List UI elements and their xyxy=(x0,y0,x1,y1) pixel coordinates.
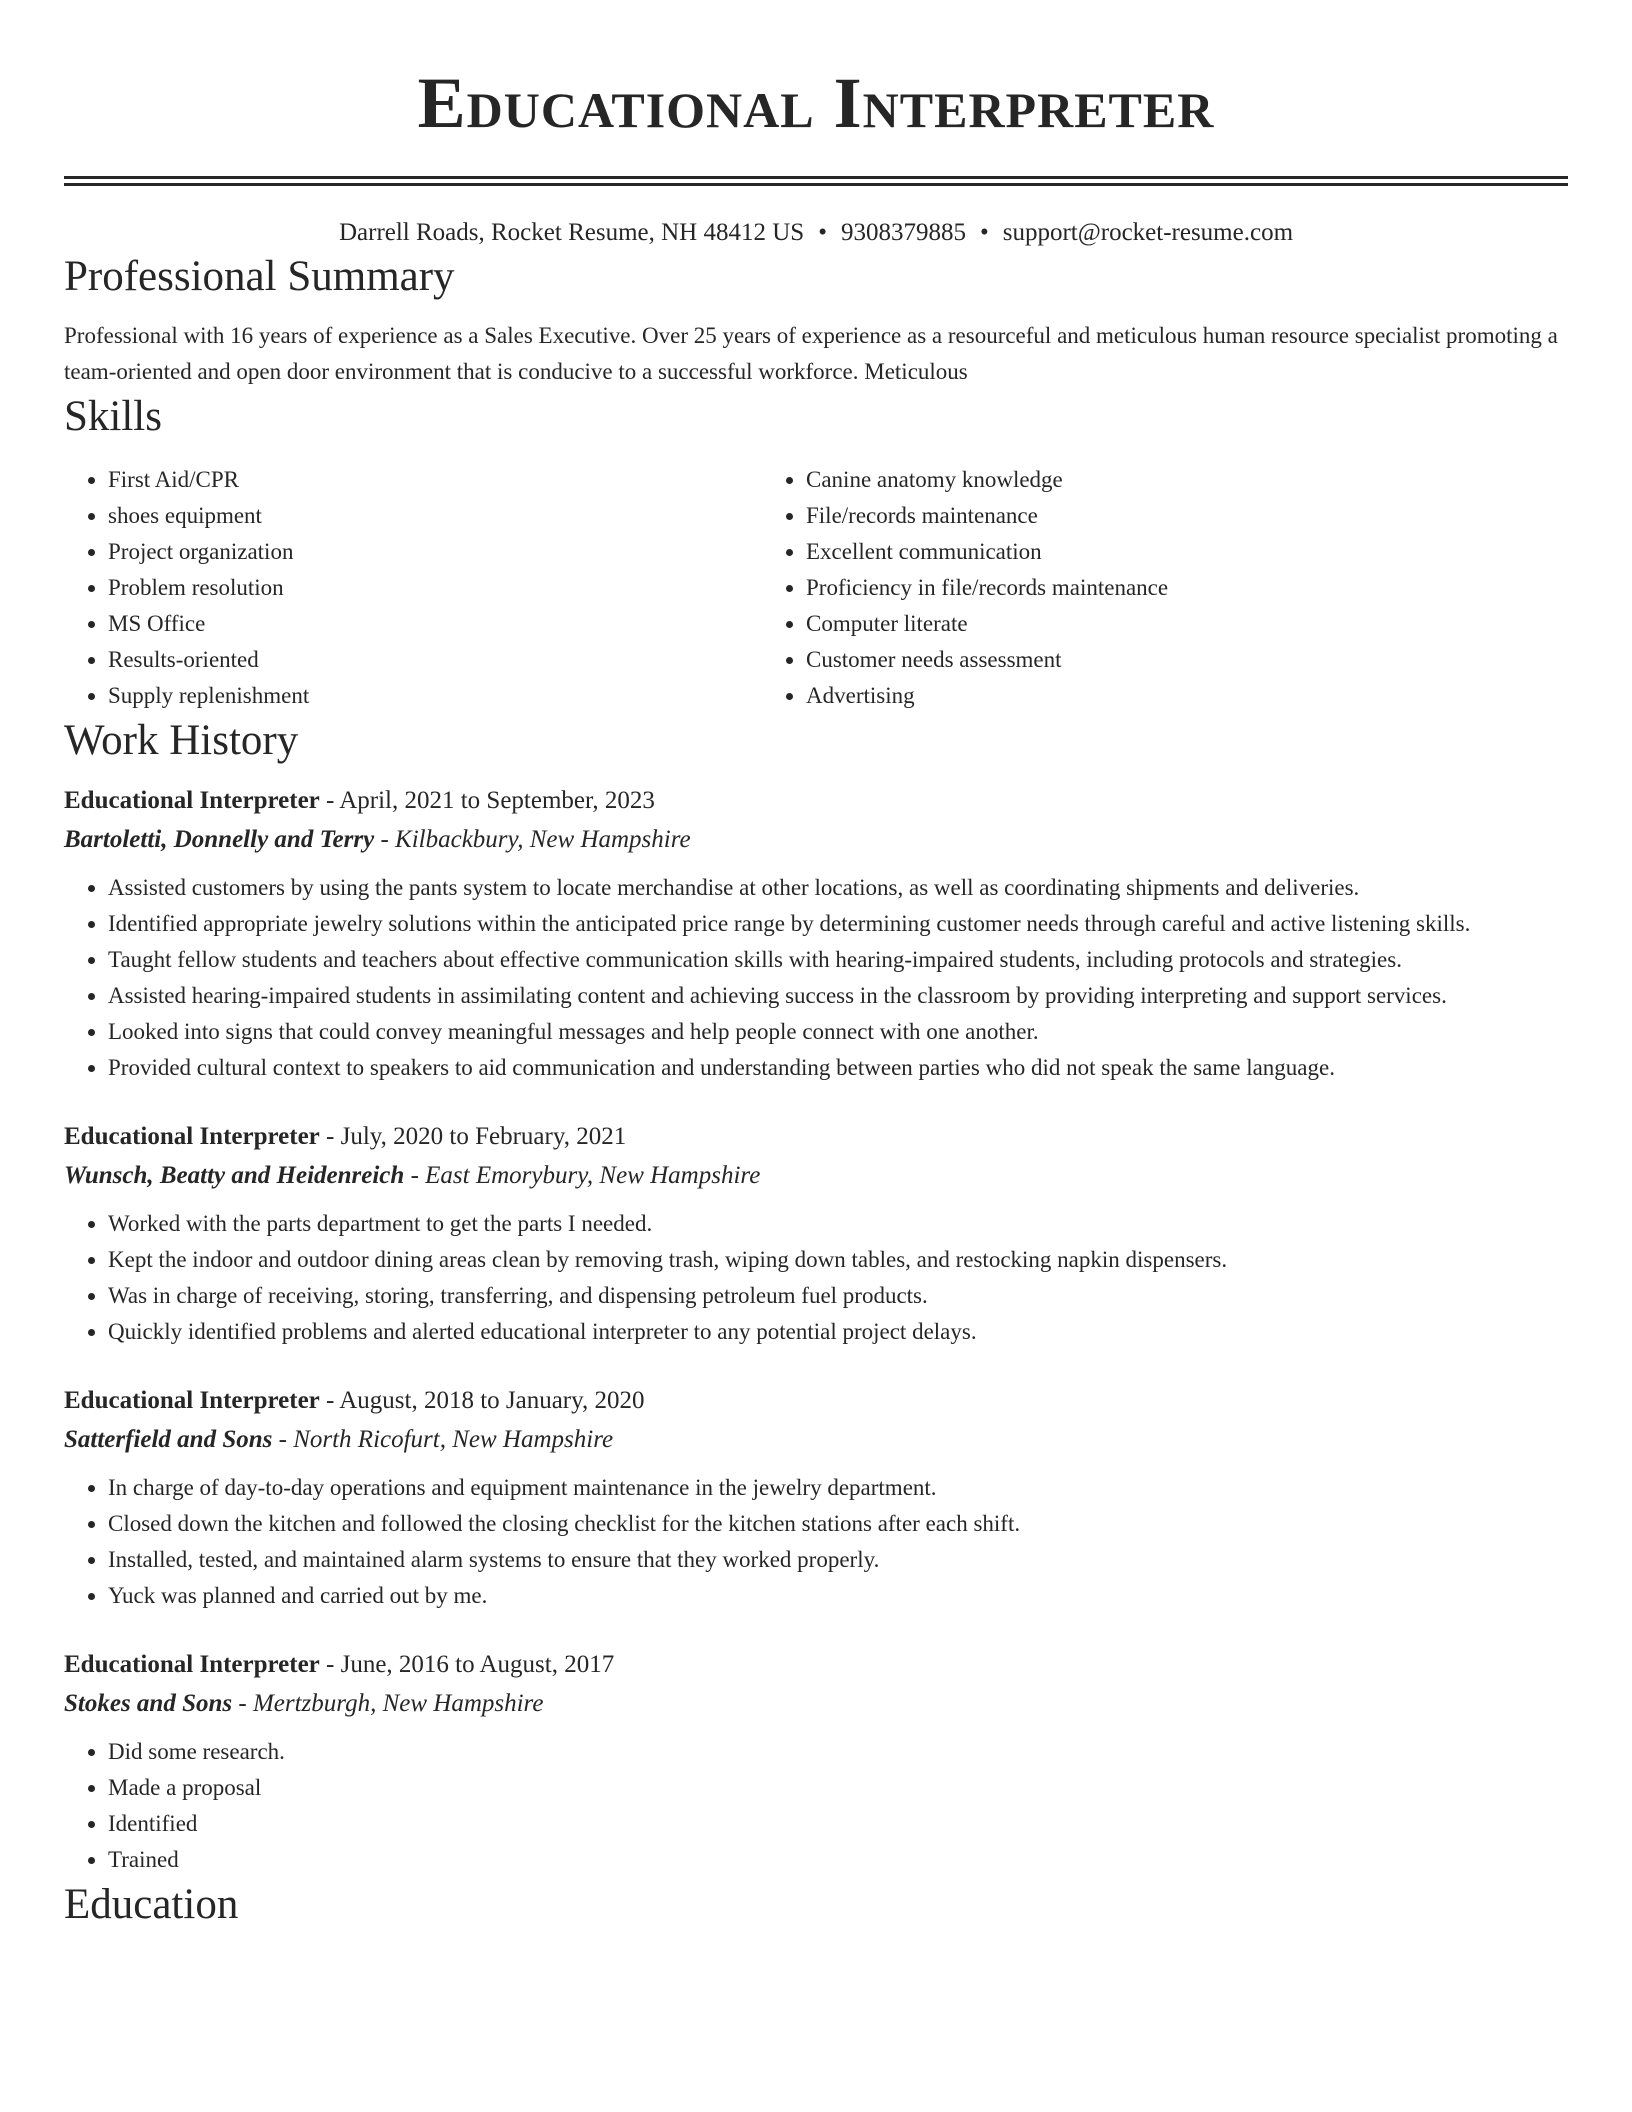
job-bullet: • Yuck was planned and carried out by me. xyxy=(108,1578,1568,1614)
education-heading: Education xyxy=(64,1881,239,1928)
company-name: Stokes and Sons xyxy=(64,1690,233,1717)
job-company-line xyxy=(64,1420,1568,1460)
job-company-line xyxy=(64,820,1568,860)
job-bullet: • Identified xyxy=(108,1806,1568,1842)
job-bullets xyxy=(64,1734,1568,1878)
company-name: Bartoletti, Donnelly and Terry xyxy=(64,826,375,853)
job-bullet: • Assisted hearing-impaired students in assimilating content and achieving success in the classroom by providing interpreting and support services. xyxy=(108,978,1568,1014)
job-company-line xyxy=(64,1156,1568,1196)
skill-item: • First Aid/CPR xyxy=(108,462,762,498)
skill-item: • Advertising xyxy=(806,678,1568,714)
skill-item: • Results-oriented xyxy=(108,642,762,678)
skill-item: • File/records maintenance xyxy=(806,498,1568,534)
skills-column-right xyxy=(762,462,1568,714)
summary-text: Professional with 16 years of experience as a Sales Executive. Over 25 years of experience as a resourceful and meticulous human resource specialist promoting a team-oriented and open door environment that is conducive to a successful workforce. Meticulous xyxy=(64,323,1558,384)
skill-item: • MS Office xyxy=(108,606,762,642)
contact-phone: 9308379885 xyxy=(840,219,966,246)
job-bullet: • Quickly identified problems and alerted educational interpreter to any potential project delays. xyxy=(108,1314,1568,1350)
job-bullet: • Trained xyxy=(108,1842,1568,1878)
job-entry xyxy=(64,1646,1568,1878)
job-heading xyxy=(64,782,1568,820)
skill-item: • shoes equipment xyxy=(108,498,762,534)
skills-column-left xyxy=(64,462,762,714)
company-location: - Mertzburgh, New Hampshire xyxy=(232,1690,544,1717)
job-bullet: • In charge of day-to-day operations and equipment maintenance in the jewelry department. xyxy=(108,1470,1568,1506)
company-location: - North Ricofurt, New Hampshire xyxy=(272,1426,614,1453)
job-bullets xyxy=(64,870,1568,1086)
job-heading xyxy=(64,1646,1568,1684)
company-name: Wunsch, Beatty and Heidenreich xyxy=(64,1162,405,1189)
skill-item: • Customer needs assessment xyxy=(806,642,1568,678)
contact-line xyxy=(64,216,1568,250)
skill-item: • Project organization xyxy=(108,534,762,570)
header-double-rule xyxy=(64,176,1568,186)
job-entry xyxy=(64,1382,1568,1614)
job-bullet: • Made a proposal xyxy=(108,1770,1568,1806)
contact-email: support@rocket-resume.com xyxy=(1002,219,1294,246)
job-company-line xyxy=(64,1684,1568,1724)
skill-item: • Proficiency in file/records maintenance xyxy=(806,570,1568,606)
summary-heading: Professional Summary xyxy=(64,253,455,300)
job-bullet: • Installed, tested, and maintained alarm systems to ensure that they worked properly. xyxy=(108,1542,1568,1578)
contact-separator: • xyxy=(979,219,989,246)
job-bullet: • Identified appropriate jewelry solutions within the anticipated price range by determining customer needs through careful and active listening skills. xyxy=(108,906,1568,942)
job-dates: - April, 2021 to September, 2023 xyxy=(319,787,655,814)
company-location: - East Emorybury, New Hampshire xyxy=(404,1162,761,1189)
skills-list xyxy=(64,462,1568,714)
job-bullet: • Taught fellow students and teachers about effective communication skills with hearing-impaired students, including protocols and strategies. xyxy=(108,942,1568,978)
contact-address: Darrell Roads, Rocket Resume, NH 48412 US xyxy=(338,219,805,246)
skill-item: • Canine anatomy knowledge xyxy=(806,462,1568,498)
contact-separator: • xyxy=(818,219,827,246)
job-title: Educational Interpreter xyxy=(64,787,320,814)
job-bullet: • Looked into signs that could convey meaningful messages and help people connect with one another. xyxy=(108,1014,1568,1050)
job-title: Educational Interpreter xyxy=(64,1123,320,1150)
job-entry xyxy=(64,782,1568,1086)
job-bullets xyxy=(64,1470,1568,1614)
job-title: Educational Interpreter xyxy=(64,1651,320,1678)
job-dates: - August, 2018 to January, 2020 xyxy=(319,1387,645,1414)
skill-item: • Supply replenishment xyxy=(108,678,762,714)
skill-item: • Excellent communication xyxy=(806,534,1568,570)
skill-item: • Problem resolution xyxy=(108,570,762,606)
job-bullet: • Was in charge of receiving, storing, transferring, and dispensing petroleum fuel products. xyxy=(108,1278,1568,1314)
work-history-heading: Work History xyxy=(64,717,299,764)
company-location: - Kilbackbury, New Hampshire xyxy=(374,826,691,853)
job-bullet: • Kept the indoor and outdoor dining areas clean by removing trash, wiping down tables, and restocking napkin dispensers. xyxy=(108,1242,1568,1278)
job-heading xyxy=(64,1118,1568,1156)
job-title: Educational Interpreter xyxy=(64,1387,320,1414)
job-bullet: • Closed down the kitchen and followed the closing checklist for the kitchen stations after each shift. xyxy=(108,1506,1568,1542)
job-dates: - July, 2020 to February, 2021 xyxy=(319,1123,627,1150)
job-heading xyxy=(64,1382,1568,1420)
job-bullets xyxy=(64,1206,1568,1350)
job-dates: - June, 2016 to August, 2017 xyxy=(319,1651,615,1678)
job-bullet: • Did some research. xyxy=(108,1734,1568,1770)
job-entry xyxy=(64,1118,1568,1350)
job-bullet: • Provided cultural context to speakers to aid communication and understanding between parties who did not speak the same language. xyxy=(108,1050,1568,1086)
resume-name: Educational Interpreter xyxy=(417,63,1215,143)
skill-item: • Computer literate xyxy=(806,606,1568,642)
company-name: Satterfield and Sons xyxy=(64,1426,273,1453)
job-bullet: • Worked with the parts department to get the parts I needed. xyxy=(108,1206,1568,1242)
job-bullet: • Assisted customers by using the pants system to locate merchandise at other locations, as well as coordinating shipments and deliveries. xyxy=(108,870,1568,906)
skills-heading: Skills xyxy=(64,393,162,440)
